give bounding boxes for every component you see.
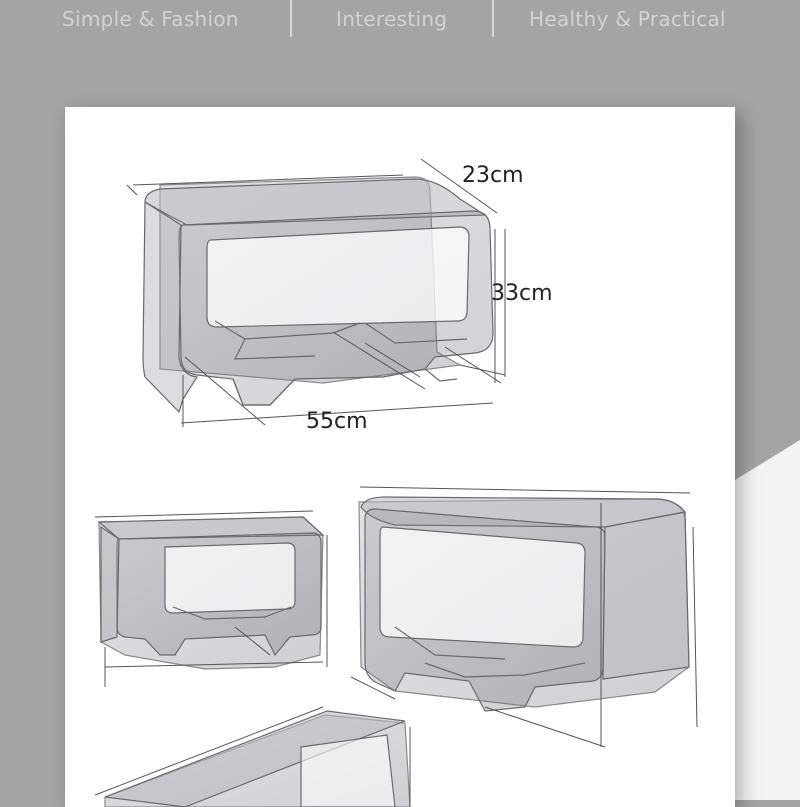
tagline-interesting: Interesting [336,7,448,31]
product-sketch-card [65,107,735,807]
product-sketches [65,107,735,807]
tagline-divider [290,0,292,37]
bottom-cabinet-sketch [95,707,410,807]
small-cabinet-sketch [95,511,327,687]
height-dimension-label: 33cm [491,281,553,306]
tagline-simple-fashion: Simple & Fashion [62,7,239,31]
depth-dimension-label: 23cm [462,163,524,188]
large-cabinet-sketch [351,487,697,747]
tagline-divider [492,0,494,37]
main-cabinet-sketch [127,159,505,427]
width-dimension-label: 55cm [306,409,368,434]
tagline-bar [0,0,800,46]
tagline-healthy-practical: Healthy & Practical [529,7,726,31]
